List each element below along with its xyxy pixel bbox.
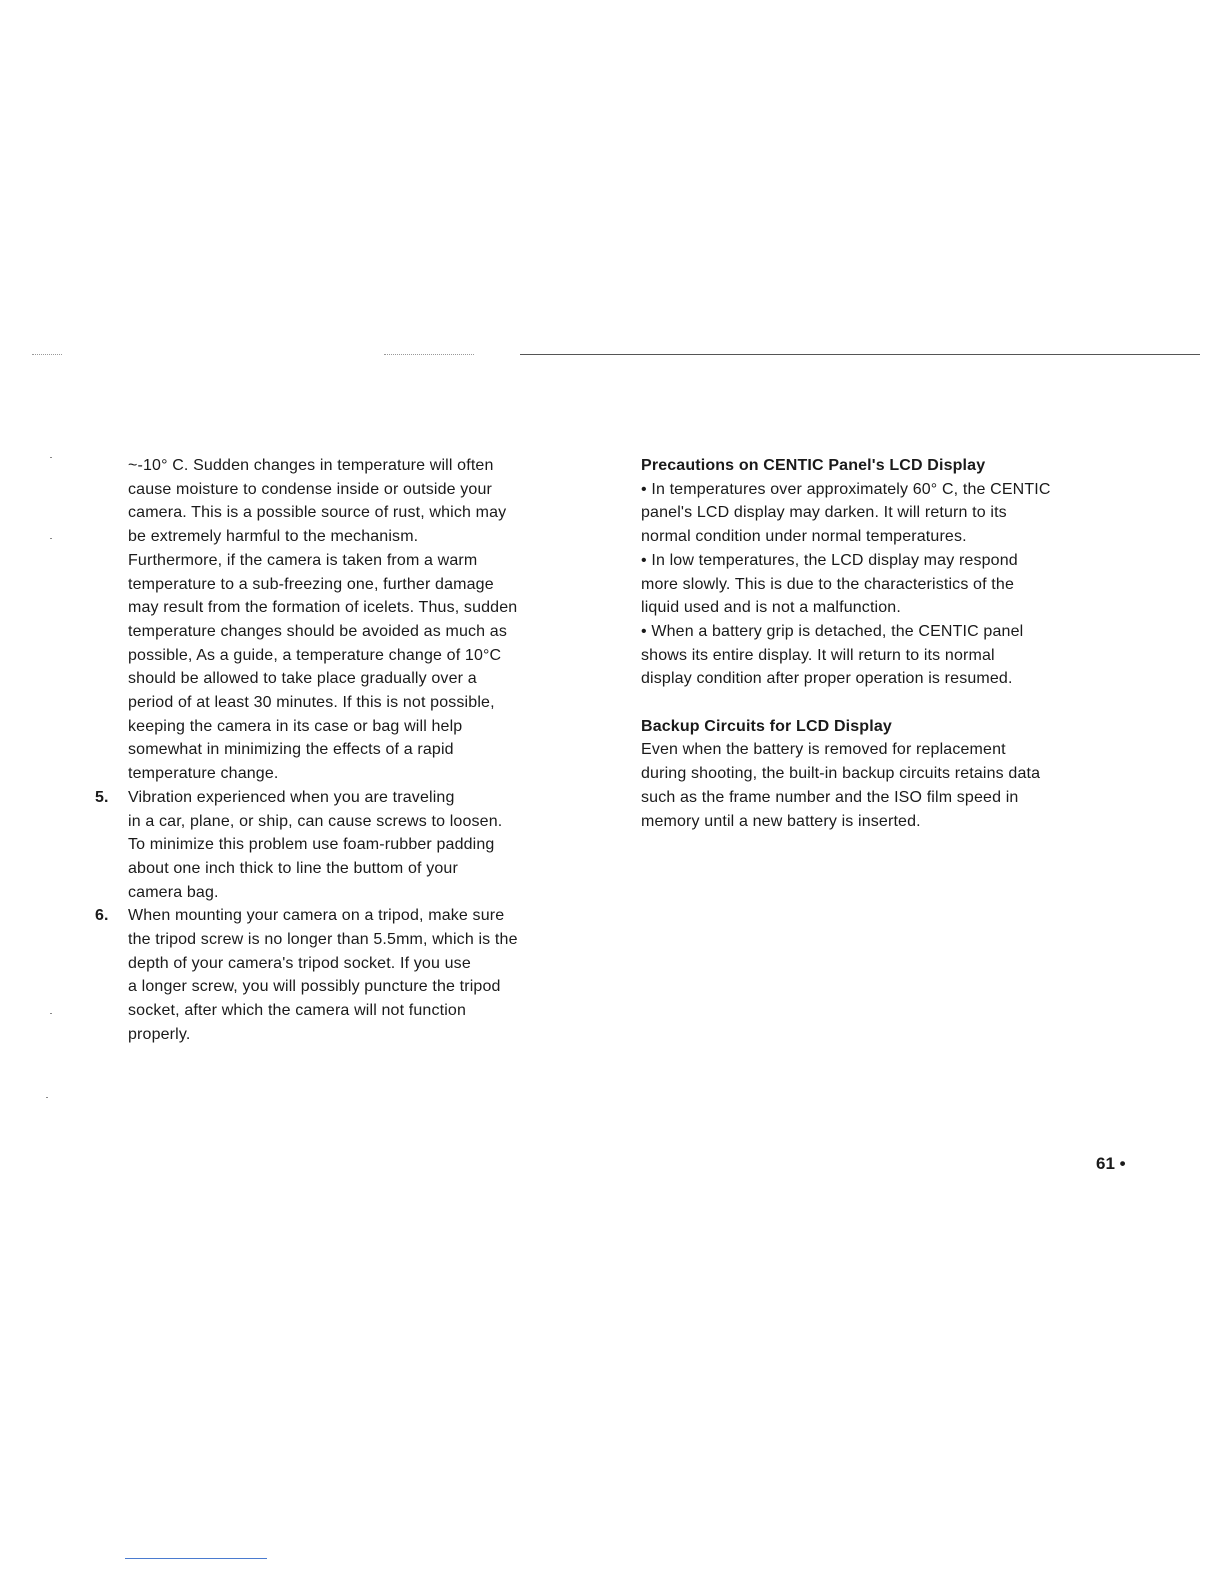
text-line: normal condition under normal temperatures. <box>641 528 967 546</box>
text-line: be extremely harmful to the mechanism. <box>128 528 419 546</box>
section-heading: Precautions on CENTIC Panel's LCD Display <box>641 457 986 474</box>
intro-paragraph <box>128 454 608 786</box>
text-line: Furthermore, if the camera is taken from a warm <box>128 551 478 569</box>
text-line: • In low temperatures, the LCD display may respond <box>641 551 1018 569</box>
text-line: temperature change. <box>128 765 279 783</box>
text-line: during shooting, the built-in backup circuits retains data <box>641 765 1041 783</box>
text-line: memory until a new battery is inserted. <box>641 812 921 830</box>
scan-speck <box>50 538 52 539</box>
text-line: camera bag. <box>128 883 219 901</box>
text-line: such as the frame number and the ISO film speed in <box>641 788 1019 806</box>
list-item-5 <box>95 786 608 905</box>
text-line: shows its entire display. It will return to its normal <box>641 646 995 664</box>
text-line: Vibration experienced when you are traveling <box>128 788 455 806</box>
text-line: cause moisture to condense inside or outside your <box>128 480 492 498</box>
bottom-rule <box>125 1558 267 1559</box>
text-line: about one inch thick to line the buttom of your <box>128 859 458 877</box>
text-line: ~-10° C. Sudden changes in temperature will often <box>128 457 494 474</box>
text-line: in a car, plane, or ship, can cause screws to loosen. <box>128 812 503 830</box>
scan-rule-dots <box>384 354 474 355</box>
text-line: somewhat in minimizing the effects of a rapid <box>128 741 454 759</box>
text-line: possible, As a guide, a temperature change of 10°C <box>128 646 502 664</box>
backup-circuits-section <box>641 715 1141 834</box>
text-line: temperature to a sub-freezing one, further damage <box>128 575 494 593</box>
text-line: more slowly. This is due to the characteristics of the <box>641 575 1014 593</box>
section-heading: Backup Circuits for LCD Display <box>641 717 892 735</box>
left-column <box>95 454 608 1047</box>
text-line: • When a battery grip is detached, the CENTIC panel <box>641 622 1024 640</box>
text-line: Even when the battery is removed for replacement <box>641 741 1006 759</box>
scan-speck <box>50 457 52 458</box>
page-number: 61 • <box>1096 1154 1126 1173</box>
text-line: properly. <box>128 1025 191 1043</box>
text-line: liquid used and is not a malfunction. <box>641 599 901 617</box>
text-line: When mounting your camera on a tripod, make sure <box>128 907 505 925</box>
item-number: 6. <box>95 907 109 925</box>
text-line: camera. This is a possible source of rust, which may <box>128 504 507 522</box>
text-line: To minimize this problem use foam-rubber padding <box>128 836 495 854</box>
text-line: the tripod screw is no longer than 5.5mm, which is the <box>128 931 518 949</box>
scan-rule-main <box>520 354 1200 355</box>
lcd-precautions-section <box>641 454 1141 691</box>
text-line: may result from the formation of icelets. Thus, sudden <box>128 599 518 617</box>
text-line: should be allowed to take place gradually over a <box>128 670 477 688</box>
scan-speck <box>46 1097 48 1098</box>
text-line: depth of your camera's tripod socket. If you use <box>128 954 471 972</box>
item-number: 5. <box>95 788 109 806</box>
section-gap <box>641 691 1141 715</box>
scan-speck <box>50 1013 52 1014</box>
text-line: keeping the camera in its case or bag will help <box>128 717 463 735</box>
scan-rule-left <box>32 354 62 355</box>
text-line: period of at least 30 minutes. If this is not possible, <box>128 694 495 712</box>
text-line: display condition after proper operation is resumed. <box>641 670 1013 688</box>
list-item-6 <box>95 904 608 1046</box>
right-column <box>641 454 1141 833</box>
text-line: panel's LCD display may darken. It will return to its <box>641 504 1007 522</box>
text-line: a longer screw, you will possibly puncture the tripod <box>128 978 501 996</box>
text-line: • In temperatures over approximately 60° C, the CENTIC <box>641 480 1051 498</box>
text-line: socket, after which the camera will not function <box>128 1002 467 1020</box>
text-line: temperature changes should be avoided as much as <box>128 622 507 640</box>
